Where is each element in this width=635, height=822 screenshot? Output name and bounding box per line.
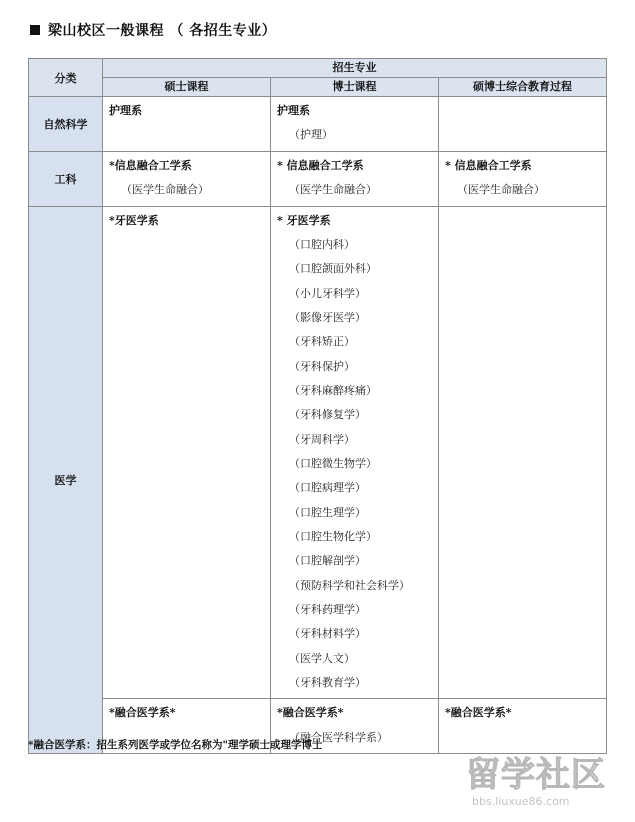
- cell-engineering-doctor: [271, 151, 439, 206]
- major-name: 护理系: [109, 104, 142, 117]
- cell-natural-doctor: [271, 97, 439, 152]
- major-track: （口腔内科）: [289, 237, 355, 251]
- major-track: （口腔微生物学）: [289, 457, 377, 470]
- major-track: （融合医学科学系）: [289, 730, 388, 744]
- category-engineering: 工科: [29, 151, 103, 206]
- major-name: *融合医学系*: [109, 706, 176, 720]
- footnote: *融合医学系：招生系列医学或学位名称为"理学硕士或理学博士: [28, 739, 323, 751]
- header-majors: 招生专业: [103, 59, 607, 78]
- watermark: [466, 755, 616, 815]
- header-combined: 硕博士综合教育过程: [439, 78, 607, 97]
- header-master: 硕士课程: [103, 78, 271, 97]
- cell-engineering-master: [103, 151, 271, 206]
- major-track: （医学人文）: [289, 651, 355, 665]
- page-title: [30, 20, 276, 40]
- watermark-url: bbs.liuxue86.com: [472, 795, 570, 808]
- major-track: （牙科药理学）: [289, 603, 366, 617]
- major-track: （牙科矫正）: [289, 335, 355, 349]
- major-track: （影像牙医学）: [289, 310, 366, 324]
- major-track: （医学生命融合）: [121, 183, 209, 197]
- major-track: （牙科材料学）: [289, 627, 366, 641]
- major-track: （医学生命融合）: [457, 183, 545, 197]
- major-track: （口腔解剖学）: [289, 554, 366, 568]
- header-row-top: [29, 59, 607, 78]
- category-natural-science: 自然科学: [29, 97, 103, 152]
- major-track: （护理）: [289, 128, 333, 142]
- major-track: （医学生命融合）: [289, 183, 377, 197]
- major-track: （口腔颌面外科）: [289, 262, 377, 276]
- cell-dental-combined: [439, 206, 607, 699]
- major-name: *牙医学系: [109, 213, 159, 227]
- major-track: （口腔病理学）: [289, 481, 366, 495]
- major-track: （预防科学和社会科学）: [289, 578, 410, 592]
- category-medicine: 医学: [29, 206, 103, 754]
- header-doctor: 博士课程: [271, 78, 439, 97]
- major-name: * 信息融合工学系: [445, 158, 532, 172]
- major-track: （牙科修复学）: [289, 408, 366, 422]
- header-category: 分类: [29, 59, 103, 97]
- major-name: * 信息融合工学系: [277, 158, 364, 172]
- cell-engineering-combined: [439, 151, 607, 206]
- major-name: * 牙医学系: [277, 213, 331, 227]
- major-name: *信息融合工学系: [109, 158, 192, 172]
- row-engineering: [29, 151, 607, 206]
- major-name: *融合医学系*: [445, 706, 512, 720]
- major-track: （牙科麻醉疼痛）: [289, 383, 377, 397]
- course-table: [28, 58, 607, 754]
- major-track: （口腔生物化学）: [289, 530, 377, 544]
- major-track: （牙科保护）: [289, 359, 355, 373]
- title-text: 梁山校区一般课程 （ 各招生专业）: [48, 23, 277, 39]
- major-track: （小儿牙科学）: [289, 286, 366, 300]
- cell-dental-master: [103, 206, 271, 699]
- watermark-logo: 留学社区: [466, 755, 606, 795]
- major-track: （牙科教育学）: [289, 676, 366, 690]
- cell-fusion-combined: [439, 699, 607, 754]
- square-bullet-icon: [30, 25, 40, 35]
- cell-dental-doctor: [271, 206, 439, 699]
- row-natural-science: [29, 97, 607, 152]
- cell-natural-master: [103, 97, 271, 152]
- header-row-bottom: [29, 78, 607, 97]
- major-name: 护理系: [277, 104, 310, 117]
- major-track: （口腔生理学）: [289, 505, 366, 519]
- row-medicine-dental: [29, 206, 607, 699]
- cell-natural-combined: [439, 97, 607, 152]
- major-name: *融合医学系*: [277, 706, 344, 720]
- major-track: （牙周科学）: [289, 432, 355, 446]
